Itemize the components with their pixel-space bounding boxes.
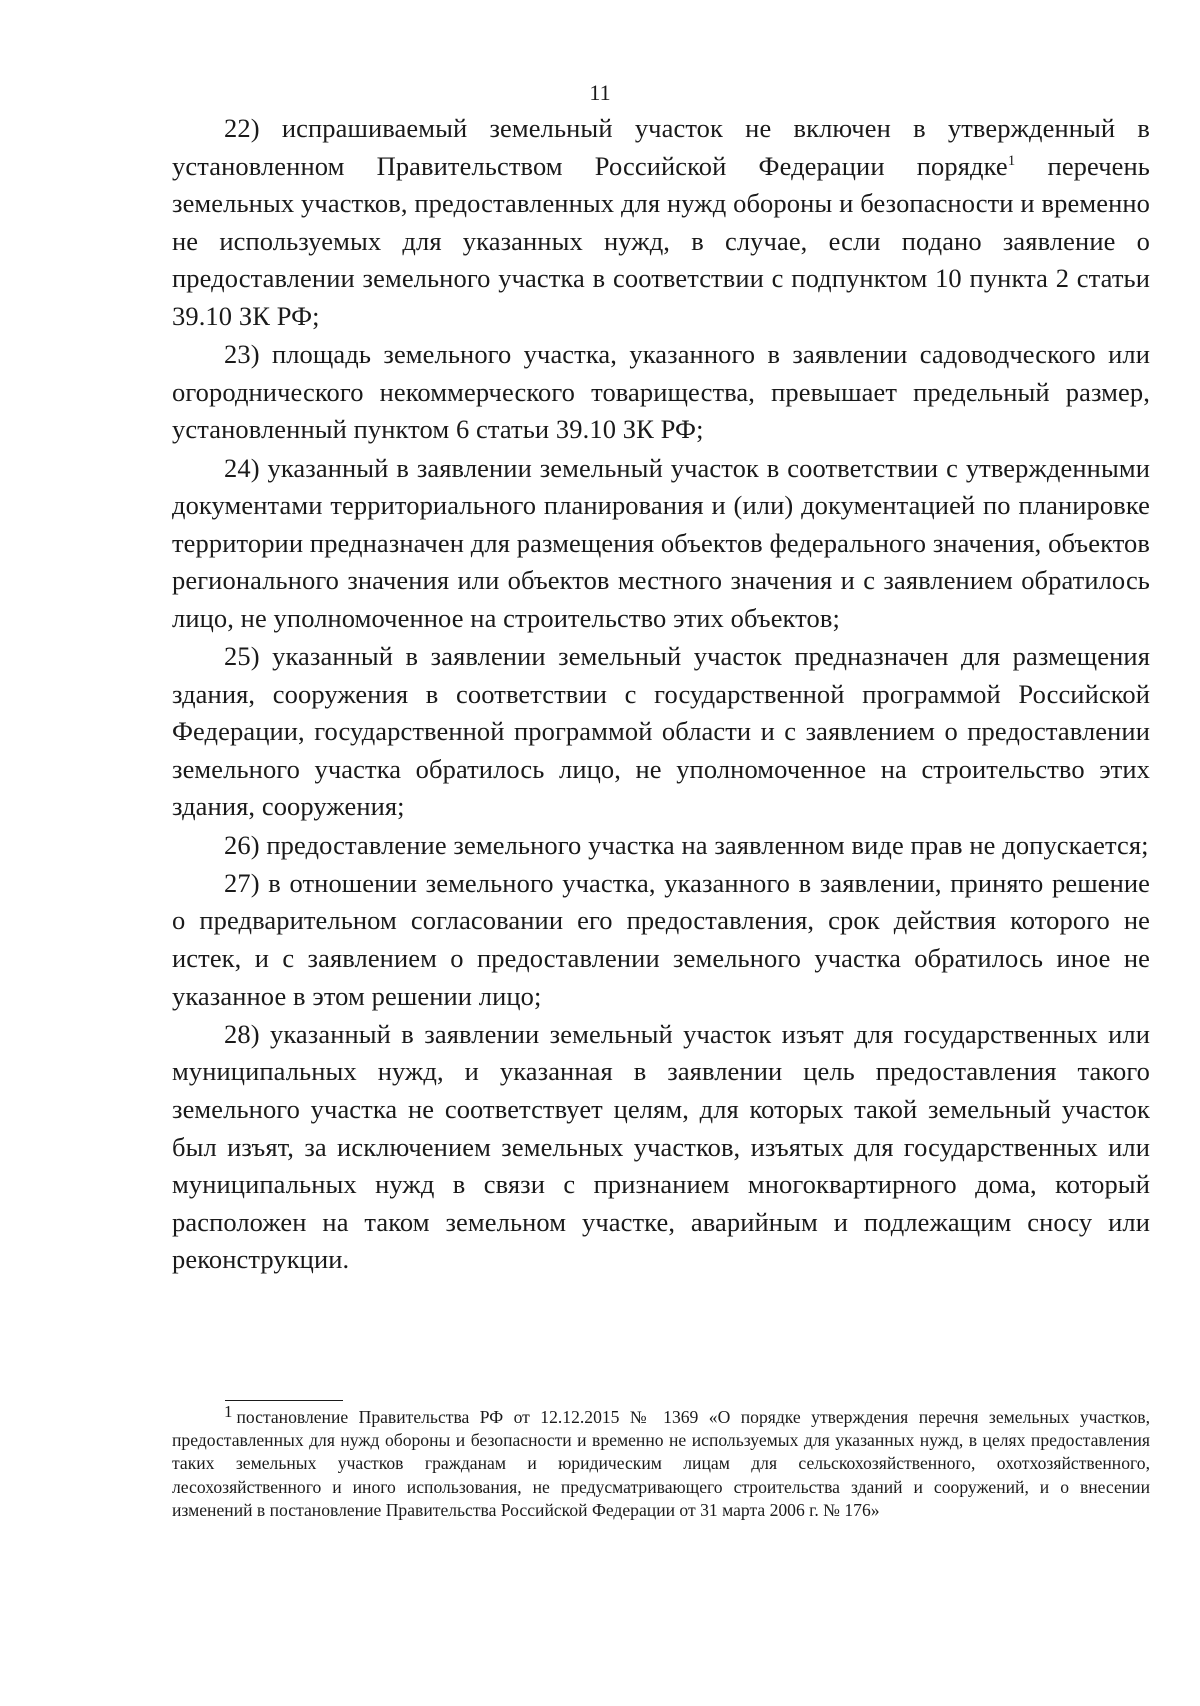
list-item-22 [172,110,1150,336]
list-item-24: 24) указанный в заявлении земельный участок в соответствии с утвержденными документами территориального планирования и (или) документацией по планировке территории предназначен для размещения объектов федерального значения, объектов регионального значения или объектов местного значения и с заявлением обратилось лицо, не уполномоченное на строительство этих объектов; [172,452,1150,633]
item-22-text-continued: перечень земельных участков, предоставленных для нужд обороны и безопасности и временно не используемых для указанных нужд, в случае, если подано заявление о предоставлении земельного участка в соответствии с подпунктом 10 пункта 2 статьи 39.10 ЗК РФ; [172,150,1150,331]
list-item-28: 28) указанный в заявлении земельный участок изъят для государственных или муниципальных нужд, и указанная в заявлении цель предоставления такого земельного участка не соответствует целям, для которых такой земельный участок был изъят, за исключением земельных участков, изъятых для государственных или муниципальных нужд в связи с признанием многоквартирного дома, который расположен на таком земельном участке, аварийным и подлежащим сносу или реконструкции. [172,1018,1150,1275]
item-22-text: 22) испрашиваемый земельный участок не включен в утвержденный в установленном Правительством Российской Федерации порядке [172,113,1150,181]
list-item-25: 25) указанный в заявлении земельный участок предназначен для размещения здания, сооружения в соответствии с государственной программой Российской Федерации, государственной программой области и с заявлением о предоставлении земельного участка обратилось лицо, не уполномоченное на строительство этих здания, сооружения; [172,641,1150,822]
list-item-23: 23) площадь земельного участка, указанного в заявлении садоводческого или огороднического некоммерческого товарищества, превышает предельный размер, установленный пунктом 6 статьи 39.10 ЗК РФ; [172,339,1150,445]
document-body [172,110,1150,1280]
footnote [172,1402,1150,1522]
footnote-separator [225,1400,343,1401]
footnote-mark: 1 [224,1402,233,1421]
footnote-reference: 1 [1007,152,1016,169]
list-item-26: 26) предоставление земельного участка на заявленном виде прав не допускается; [224,829,1149,860]
page-number: 11 [589,80,611,105]
list-item-27: 27) в отношении земельного участка, указанного в заявлении, принято решение о предварительном согласовании его предоставления, срок действия которого не истек, и с заявлением о предоставлении земельного участка обратилось иное не указанное в этом решении лицо; [172,867,1150,1011]
footnote-text: постановление Правительства РФ от 12.12.2015 № 1369 «О порядке утверждения перечня земельных участков, предоставленных для нужд обороны и безопасности и временно не используемых для указанных нужд, в целях предоставления таких земельных участков гражданам и юридическим лицам для сельскохозяйственного, охотхозяйственного, лесохозяйственного и иного использования, не предусматривающего строительства зданий и сооружений, и о внесении изменений в постановление Правительства Российской Федерации от 31 марта 2006 г. № 176» [172,1407,1150,1520]
